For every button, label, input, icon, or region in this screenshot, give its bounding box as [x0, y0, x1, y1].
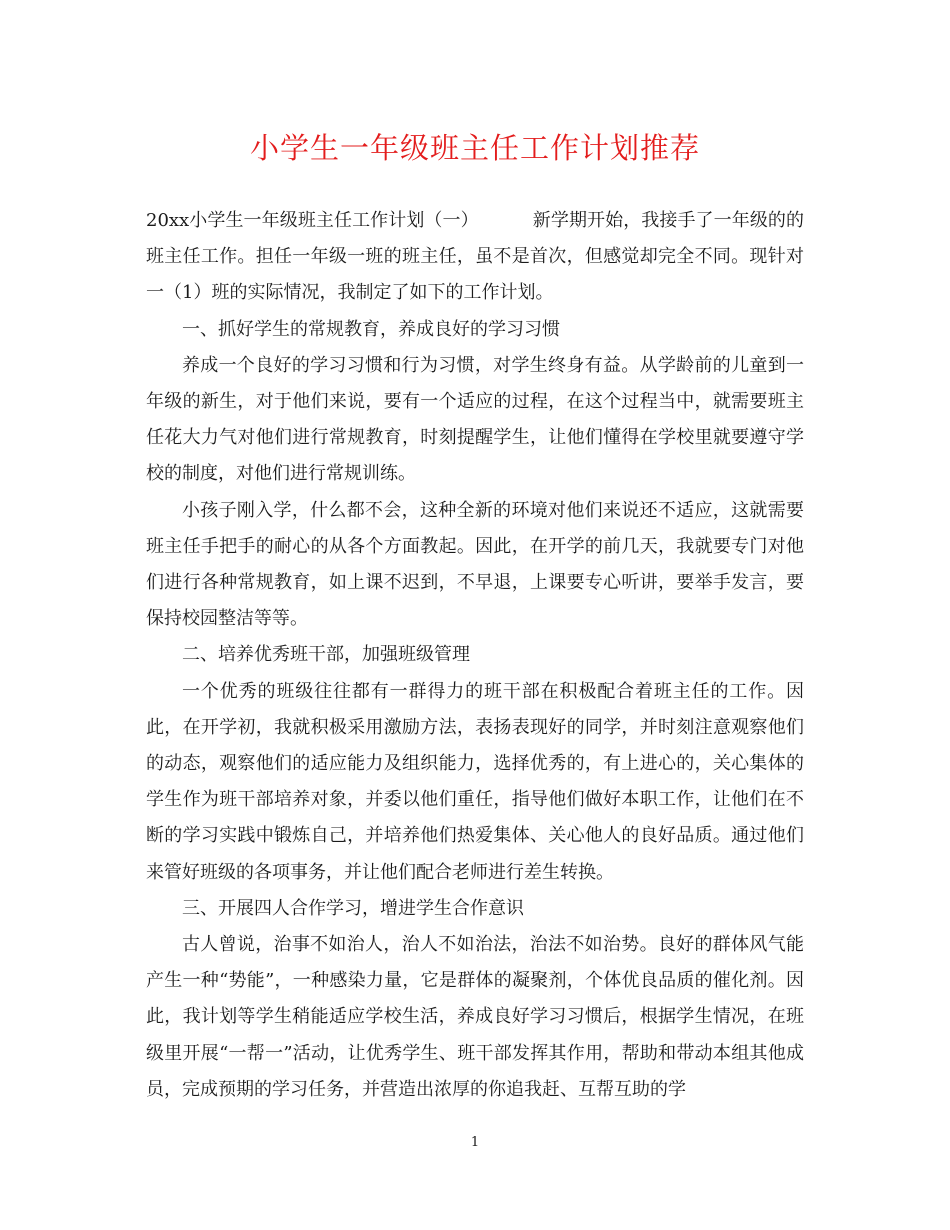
paragraph-cooperative-learning: 古人曾说，治事不如治人，治人不如治法，治法不如治势。良好的群体风气能产生一种“势能”，一种感染力量，它是群体的凝聚剂，个体优良品质的催化剂。因此，我计划等学生稍能适应学校生活，养成良好学习习惯后，根据学生情况，在班级里开展“一帮一”活动，让优秀学生、班干部发挥其作用，帮助和带动本组其他成员，完成预期的学习任务，并营造出浓厚的你追我赶、互帮互助的学	[146, 934, 804, 1100]
paragraph-intro	[146, 203, 804, 312]
section-heading-1: 一、抓好学生的常规教育，养成良好的学习习惯	[182, 318, 560, 340]
section-heading-3: 三、开展四人合作学习，增进学生合作意识	[182, 897, 524, 919]
paragraph-intro-text: 新学期开始，我接手了一年级的的班主任工作。担任一年级一班的班主任，虽不是首次，但感觉却完全不同。现针对一（1）班的实际情况，我制定了如下的工作计划。	[146, 210, 804, 304]
section-heading-2: 二、培养优秀班干部，加强班级管理	[182, 644, 470, 666]
paragraph-intro-lead: 20xx小学生一年级班主任工作计划（一）	[146, 210, 479, 231]
paragraph-class-cadres: 一个优秀的班级往往都有一群得力的班干部在积极配合着班主任的工作。因此，在开学初，我就积极采用激励方法，表扬表现好的同学，并时刻注意观察他们的动态，观察他们的适应能力及组织能力，选择优秀的，有上进心的，关心集体的学生作为班干部培养对象，并委以他们重任，指导他们做好本职工作，让他们在不断的学习实践中锻炼自己，并培养他们热爱集体、关心他人的良好品质。通过他们来管好班级的各项事务，并让他们配合老师进行差生转换。	[146, 680, 804, 883]
paragraph-habits: 养成一个良好的学习习惯和行为习惯，对学生终身有益。从学龄前的儿童到一年级的新生，对于他们来说，要有一个适应的过程，在这个过程当中，就需要班主任花大力气对他们进行常规教育，时刻提醒学生，让他们懂得在学校里就要遵守学校的制度，对他们进行常规训练。	[146, 354, 804, 485]
paragraph-routine-education: 小孩子刚入学，什么都不会，这种全新的环境对他们来说还不适应，这就需要班主任手把手的耐心的从各个方面教起。因此，在开学的前几天，我就要专门对他们进行各种常规教育，如上课不迟到，不早退，上课要专心听讲，要举手发言，要保持校园整洁等等。	[146, 499, 804, 630]
document-body	[146, 203, 804, 1108]
page-number: 1	[470, 1135, 480, 1150]
document-title: 小学生一年级班主任工作计划推荐	[249, 131, 700, 165]
